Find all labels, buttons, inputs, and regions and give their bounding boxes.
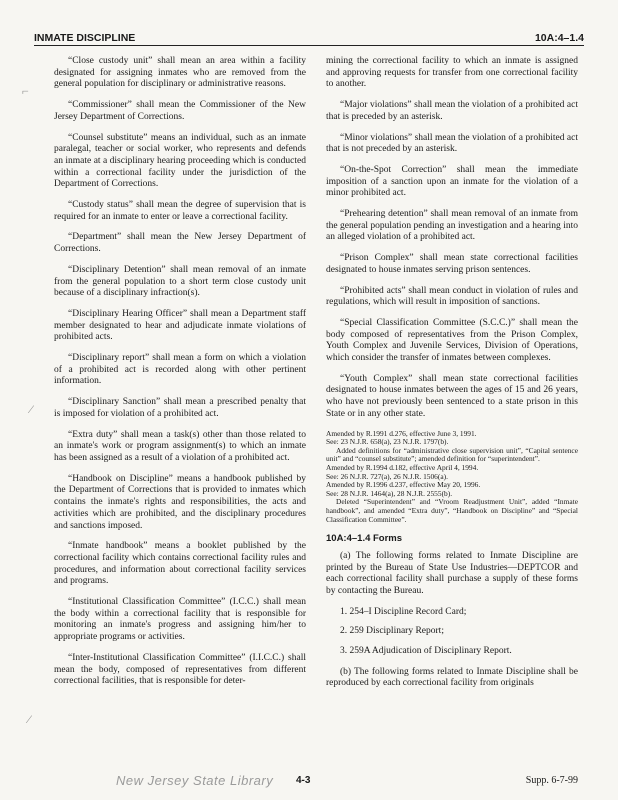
definition-paragraph: “Youth Complex” shall mean state correctional facilities designated to house inmates between the ages of 15 and 26 years, who have not previously been sentenced to a state prison in this State or in any other state. [326,373,578,419]
history-line: See: 23 N.J.R. 658(a), 23 N.J.R. 1797(b). [326,437,449,447]
definition-paragraph: “Extra duty” shall mean a task(s) other than those related to an inmate's work or program assignment(s) to which an inmate has been assigned as a result of a violation of a prohibited act. [54,429,306,463]
definition-paragraph: “Disciplinary report” shall mean a form on which a violation of a prohibited act is recorded along with other pertinent information. [54,353,306,387]
section-paragraph-b: (b) The following forms related to Inmate Discipline shall be reproduced by each correctional facility from originals [326,666,578,689]
definition-paragraph: “Major violations” shall mean the violation of a prohibited act that is preceded by an asterisk. [326,100,578,122]
definition-paragraph: “Prehearing detention” shall mean removal of an inmate from the general population pending an investigation and a hearing into an alleged violation of a prohibited act. [326,209,578,243]
section-paragraph-a: (a) The following forms related to Inmate Discipline are printed by the Bureau of State Use Industries—DEPTCOR and each correctional facility shall purchase a supply of these forms by contacting the Bureau. [326,550,578,596]
forms-list [326,607,578,658]
continued-paragraph: mining the correctional facility to which an inmate is assigned and approving requests for transfer from one correctional facility to another. [326,56,578,90]
list-item: 3. 259A Adjudication of Disciplinary Report. [340,646,512,657]
history-line: See: 26 N.J.R. 727(a), 26 N.J.R. 1506(a). [326,471,448,481]
definition-paragraph: “Disciplinary Detention” shall mean removal of an inmate from the general population to a short term close custody unit because of a disciplinary infraction(s). [54,264,306,299]
margin-mark-icon: ⁄ [30,402,33,416]
right-column [326,56,578,699]
library-watermark: New Jersey State Library [116,773,274,788]
definition-paragraph: “Institutional Classification Committee” (I.C.C.) shall mean the body within a correctional facility that is responsible for monitoring an inmate's progress and assigning him/her to appropriate programs or activities. [54,597,306,643]
header-section-number: 10A:4–1.4 [534,32,584,44]
definition-paragraph: “Special Classification Committee (S.C.C.)” shall mean the body composed of representatives from the Prison Complex, Youth Complex and Juvenile Services, Division of Operations, which consider the transfer of inmates between complexes. [326,317,578,364]
margin-mark-icon: ⁄ [28,712,31,726]
page-number: 4-3 [296,775,311,786]
history-line: Amended by R.1996 d.237, effective May 20, 1996. [326,480,481,490]
definition-paragraph: “Minor violations” shall mean the violation of a prohibited act that is not preceded by an asterisk. [326,132,578,155]
history-line: Amended by R.1994 d.182, effective April 4, 1994. [326,462,479,472]
section-heading: 10A:4–1.4 Forms [326,533,403,545]
definition-paragraph: “Counsel substitute” means an individual, such as an inmate paralegal, teacher or social worker, who represents and defends an inmate at a disciplinary hearing proceeding which is conducted within a correctional facility under the jurisdiction of the Department of Corrections. [54,132,306,190]
definition-paragraph: “Close custody unit” shall mean an area within a facility designated for assigning inmates who are removed from the general population for disciplinary or administrative reasons. [54,56,306,90]
definition-paragraph: “Prohibited acts” shall mean conduct in violation of rules and regulations, which will result in imposition of sanctions. [326,285,578,308]
definition-paragraph: “Inter-Institutional Classification Committee” (I.I.C.C.) shall mean the body, composed of representatives from different correctional facilities, that is responsible for deter- [54,652,306,687]
running-header [34,26,584,46]
definition-paragraph: “Commissioner” shall mean the Commissioner of the New Jersey Department of Corrections. [54,100,306,122]
margin-mark-icon: ⌐ [22,84,29,98]
left-column [54,56,306,697]
definition-paragraph: “Handbook on Discipline” means a handbook published by the Department of Corrections that is provided to inmates which contains the inmate's rights and responsibilities, the acts and activities which are prohibited, and the disciplinary procedures and sanctions imposed. [54,473,306,531]
history-line: Deleted “Superintendent” and “Vroom Readjustment Unit”, added “Inmate handbook”, and amended “Extra duty”, “Handbook on Discipline” and “Special Classification Committee”. [326,497,578,524]
history-line: See: 28 N.J.R. 1464(a), 28 N.J.R. 2555(b). [326,488,453,498]
definition-paragraph: “Custody status” shall mean the degree of supervision that is required for an inmate to enter or leave a correctional facility. [54,200,306,222]
definition-paragraph: “On-the-Spot Correction” shall mean the immediate imposition of a sanction upon an inmate for the violation of a minor prohibited act. [326,164,578,199]
definition-paragraph: “Prison Complex” shall mean state correctional facilities designated to house inmates serving prison sentences. [326,253,578,275]
page-footer [0,775,618,791]
supplement-date: Supp. 6-7-99 [525,775,578,786]
history-line: Added definitions for “administrative close supervision unit”, “Capital sentence unit” and “counsel substitute”; amended definition for “superintendent”. [326,445,578,464]
definition-paragraph: “Department” shall mean the New Jersey Department of Corrections. [54,232,306,255]
list-item: 1. 254–I Discipline Record Card; [340,606,467,617]
amendment-history [326,430,578,525]
history-line: Amended by R.1991 d.276, effective June 3, 1991. [326,428,477,438]
definition-paragraph: “Inmate handbook” means a booklet published by the correctional facility which contains correctional facility rules and procedures, and information about correctional facility services and programs. [54,541,306,587]
definition-paragraph: “Disciplinary Sanction” shall mean a prescribed penalty that is imposed for violation of a prohibited act. [54,397,306,419]
header-title: INMATE DISCIPLINE [34,32,136,44]
definition-paragraph: “Disciplinary Hearing Officer” shall mean a Department staff member designated to hear and adjudicate inmate violations of prohibited acts. [54,308,306,343]
list-item: 2. 259 Disciplinary Report; [340,626,444,637]
